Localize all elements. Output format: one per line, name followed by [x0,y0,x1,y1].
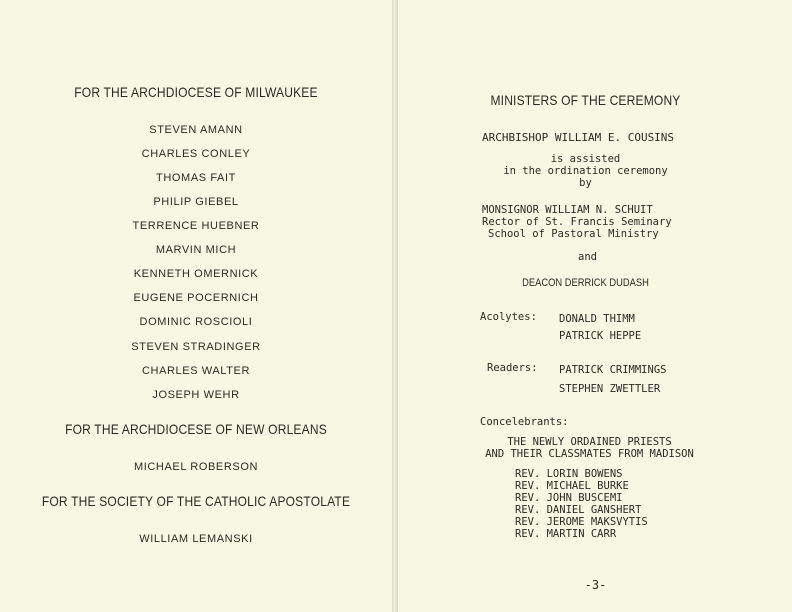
ordinand-name: WILLIAM LEMANSKI [139,533,253,545]
assisted-line: by [579,177,592,189]
deacon-name: DEACON DERRICK DUDASH [522,277,649,289]
concelebrant-name: REV. JEROME MAKSVYTIS [515,516,648,528]
new-orleans-heading: FOR THE ARCHDIOCESE OF NEW ORLEANS [65,421,327,437]
ordinand-name: KENNETH OMERNICK [133,268,259,280]
monsignor-line: Rector of St. Francis Seminary [482,216,672,228]
ordinand-name: TERRENCE HUEBNER [132,220,260,232]
concelebrant-name: REV. DANIEL GANSHERT [515,504,642,516]
concelebrants-label: Concelebrants: [480,416,569,428]
society-heading: FOR THE SOCIETY OF THE CATHOLIC APOSTOLATE [41,493,351,509]
reader-name: STEPHEN ZWETTLER [559,383,661,395]
celebrant-name: ARCHBISHOP WILLIAM E. COUSINS [482,131,675,144]
page-number: -3- [584,578,607,592]
ordinand-name: STEVEN STRADINGER [131,341,261,353]
ordinand-name: MARVIN MICH [155,244,237,256]
concelebrants-intro: AND THEIR CLASSMATES FROM MADISON [485,448,694,460]
ordinand-name: STEVEN AMANN [149,124,243,136]
acolyte-name: DONALD THIMM [559,313,635,325]
monsignor-line: MONSIGNOR WILLIAM N. SCHUIT [482,204,653,216]
acolyte-name: PATRICK HEPPE [559,330,642,342]
ordinand-name: DOMINIC ROSCIOLI [139,316,253,328]
left-page [0,0,393,612]
assisted-line: in the ordination ceremony [503,165,668,177]
and-text: and [578,251,597,263]
ordinand-name: THOMAS FAIT [156,172,236,184]
acolytes-label: Acolytes: [480,311,537,323]
concelebrant-name: REV. JOHN BUSCEMI [515,492,623,504]
ordinand-name: CHARLES WALTER [141,365,251,377]
ordinand-name: CHARLES CONLEY [141,148,251,160]
concelebrant-name: REV. LORIN BOWENS [515,468,623,480]
concelebrants-intro: THE NEWLY ORDAINED PRIESTS [507,436,672,448]
reader-name: PATRICK CRIMMINGS [559,364,667,376]
right-page [397,0,792,612]
ordinand-name: JOSEPH WEHR [152,389,240,401]
concelebrant-name: REV. MARTIN CARR [515,528,617,540]
assisted-line: is assisted [550,153,621,165]
concelebrant-name: REV. MICHAEL BURKE [515,480,629,492]
ministers-title: MINISTERS OF THE CEREMONY [490,92,681,108]
ordinand-name: PHILIP GIEBEL [153,196,239,208]
monsignor-line: School of Pastoral Ministry [488,228,659,240]
ordinand-name: EUGENE POCERNICH [133,292,259,304]
milwaukee-heading: FOR THE ARCHDIOCESE OF MILWAUKEE [74,84,318,100]
ordinand-name: MICHAEL ROBERSON [133,461,259,473]
readers-label: Readers: [487,362,538,374]
